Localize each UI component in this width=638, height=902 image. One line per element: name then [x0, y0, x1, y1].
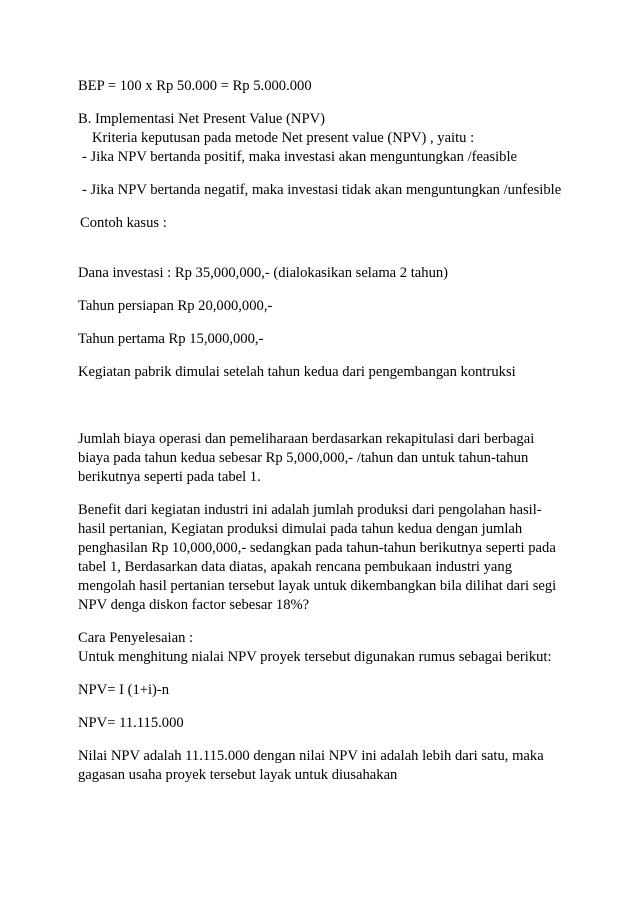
solution-intro: Untuk menghitung nialai NPV proyek tersebut digunakan rumus sebagai berikut:	[78, 649, 552, 665]
npv-result: NPV= 11.115.000	[78, 715, 184, 731]
conclusion-line: Nilai NPV adalah 11.115.000 dengan nilai NPV ini adalah lebih dari satu, maka	[78, 748, 544, 764]
benefit-paragraph-line: mengolah hasil pertanian tersebut layak untuk dikembangkan bila dilihat dari segi	[78, 578, 557, 594]
npv-formula: NPV= I (1+i)-n	[78, 682, 170, 698]
criteria-negative: - Jika NPV bertanda negatif, maka investasi tidak akan menguntungkan /unfesible	[82, 182, 562, 198]
costs-paragraph-line: biaya pada tahun kedua sebesar Rp 5,000,000,- /tahun dan untuk tahun-tahun	[78, 450, 529, 466]
conclusion-line: gagasan usaha proyek tersebut layak untuk diusahakan	[78, 767, 398, 783]
benefit-paragraph-line: tabel 1, Berdasarkan data diatas, apakah rencana pembukaan industri yang	[78, 559, 512, 575]
solution-label: Cara Penyelesaian :	[78, 630, 194, 646]
benefit-paragraph-line: Benefit dari kegiatan industri ini adalah jumlah produksi dari pengolahan hasil-	[78, 502, 542, 518]
bep-formula-line: BEP = 100 x Rp 50.000 = Rp 5.000.000	[78, 78, 312, 94]
costs-paragraph-line: berikutnya seperti pada tabel 1.	[78, 469, 261, 485]
factory-start-line: Kegiatan pabrik dimulai setelah tahun kedua dari pengembangan kontruksi	[78, 364, 516, 380]
investment-line: Dana investasi : Rp 35,000,000,- (dialokasikan selama 2 tahun)	[78, 265, 449, 281]
criteria-positive: - Jika NPV bertanda positif, maka investasi akan menguntungkan /feasible	[82, 149, 518, 165]
first-year-line: Tahun pertama Rp 15,000,000,-	[78, 331, 264, 347]
prep-year-line: Tahun persiapan Rp 20,000,000,-	[78, 298, 273, 314]
benefit-paragraph-line: hasil pertanian, Kegiatan produksi dimulai pada tahun kedua dengan jumlah	[78, 521, 523, 537]
benefit-paragraph-line: penghasilan Rp 10,000,000,- sedangkan pada tahun-tahun berikutnya seperti pada	[78, 540, 556, 556]
section-heading: B. Implementasi Net Present Value (NPV)	[78, 111, 325, 127]
benefit-paragraph-line: NPV denga diskon factor sebesar 18%?	[78, 597, 310, 613]
case-label: Contoh kasus :	[80, 215, 167, 231]
criteria-intro: Kriteria keputusan pada metode Net present value (NPV) , yaitu :	[92, 130, 475, 146]
costs-paragraph-line: Jumlah biaya operasi dan pemeliharaan berdasarkan rekapitulasi dari berbagai	[78, 431, 535, 447]
